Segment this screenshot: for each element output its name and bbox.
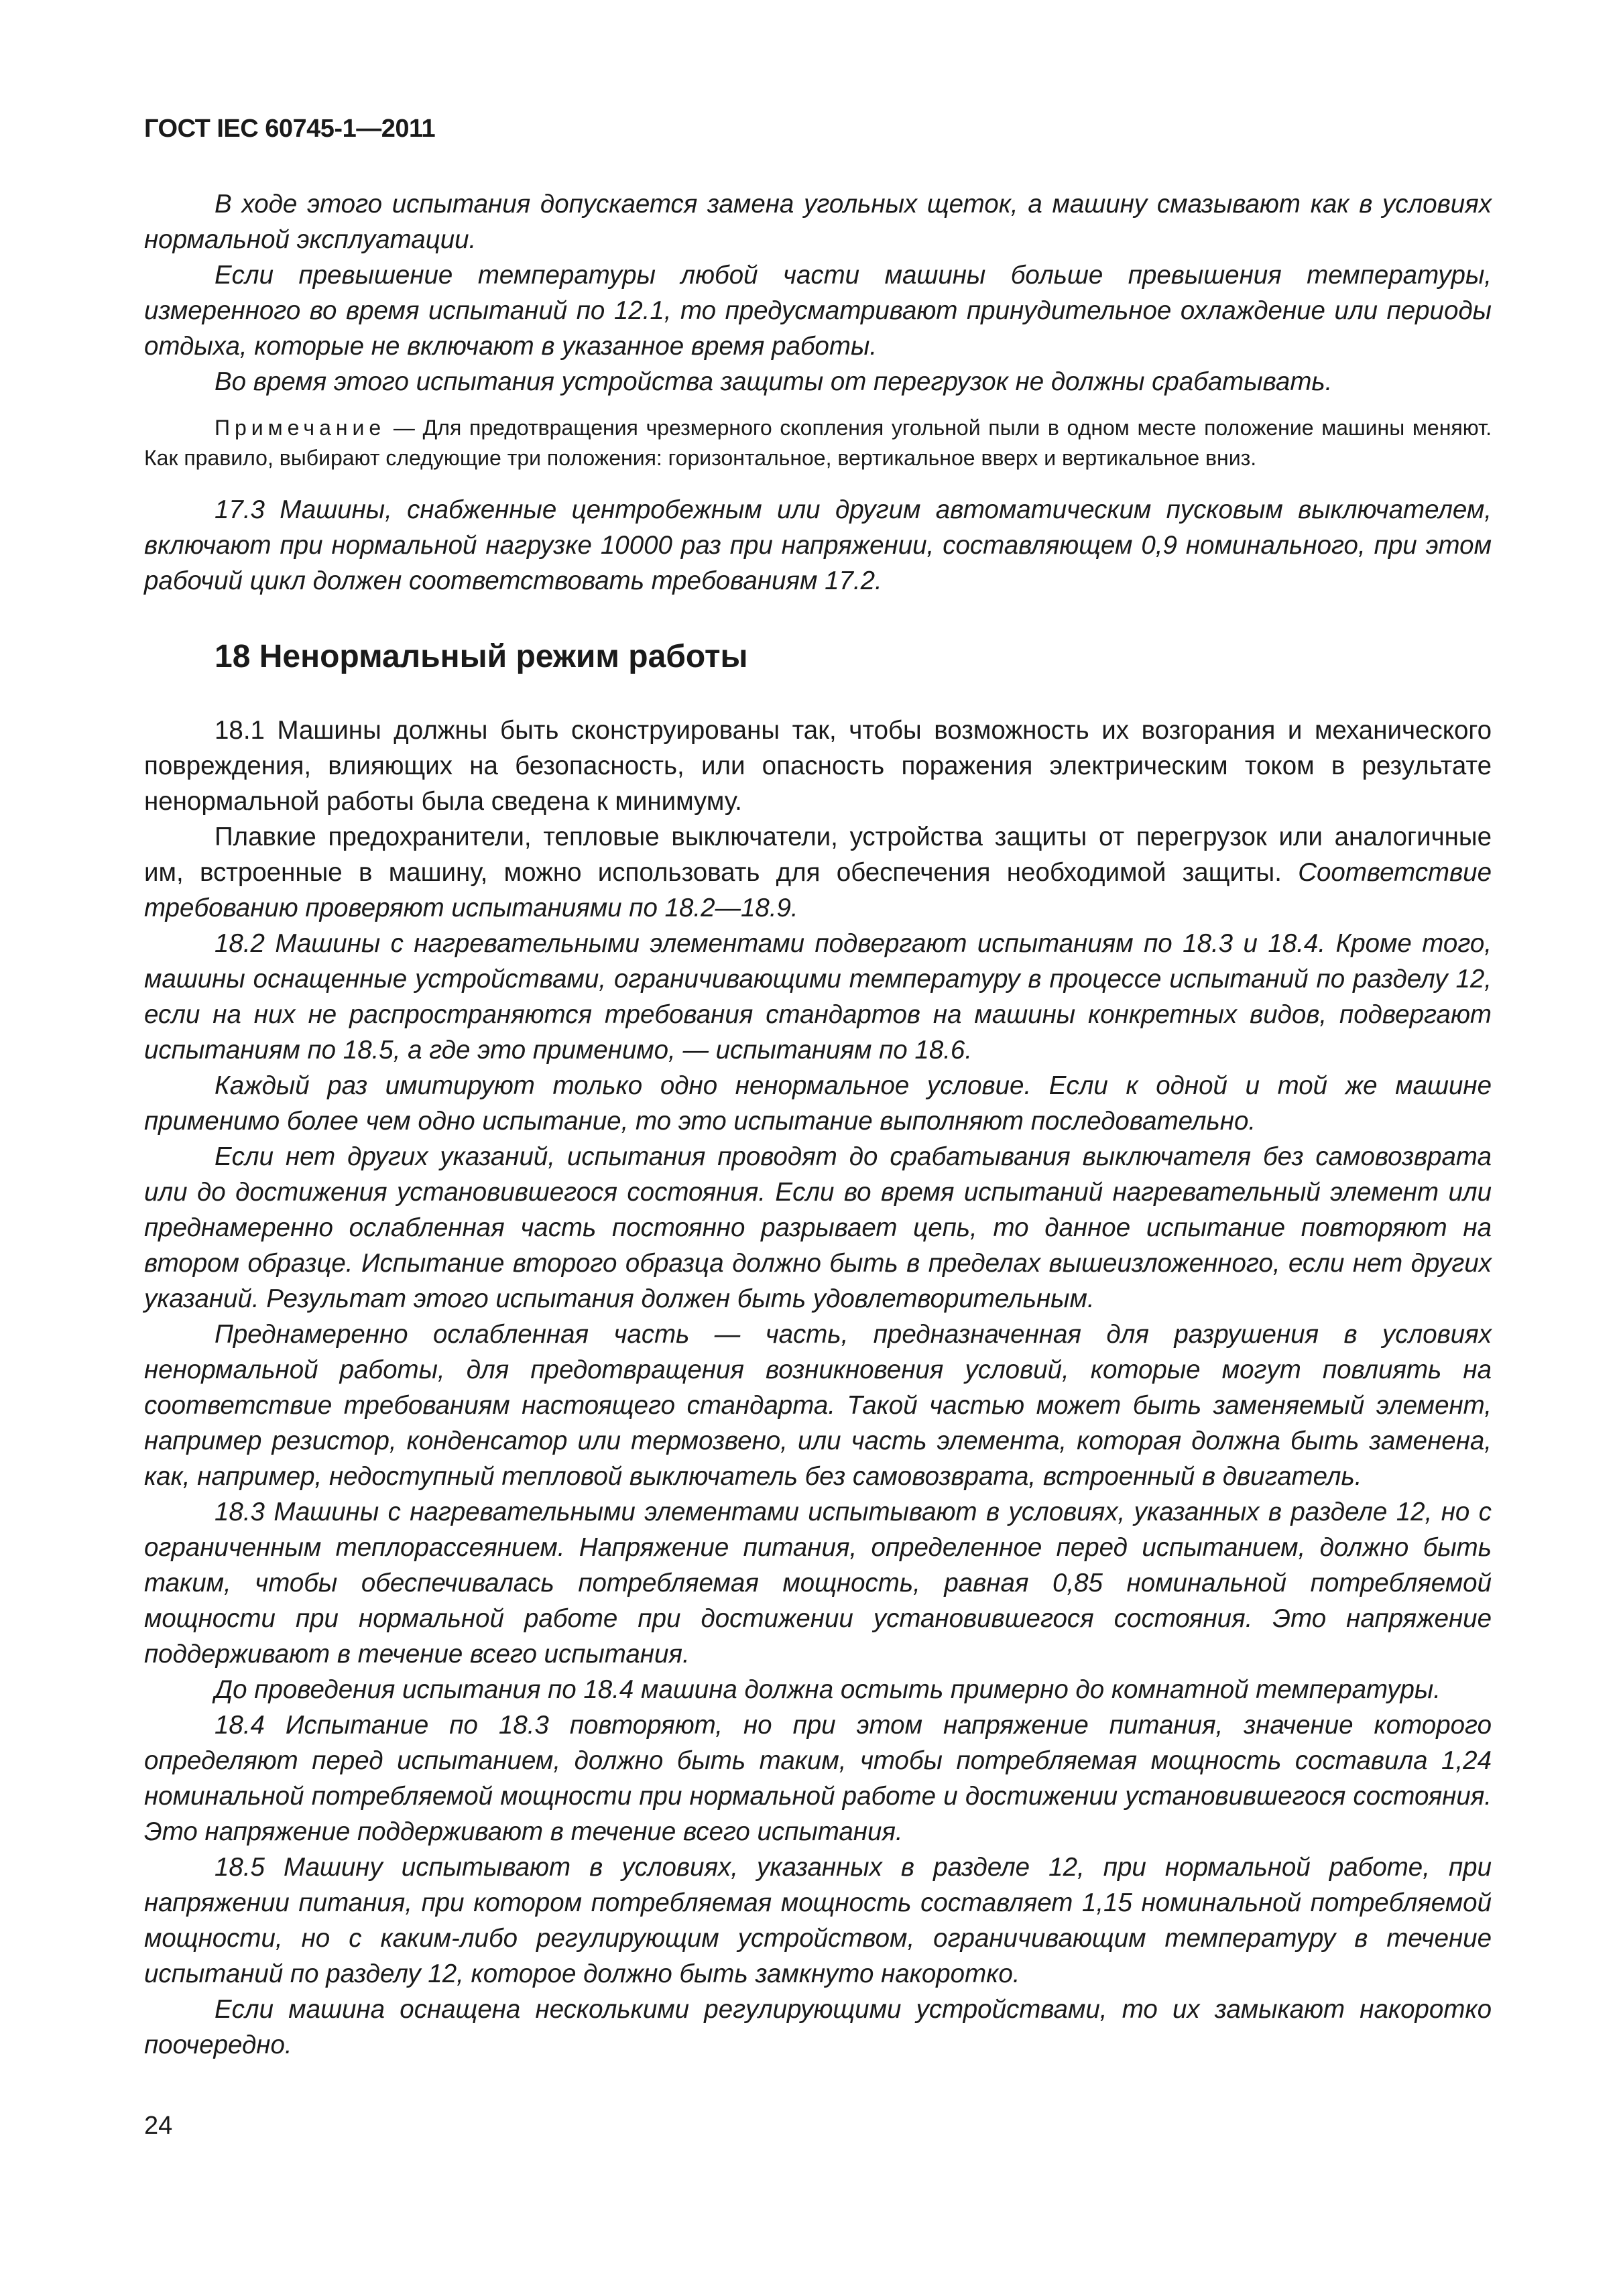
paragraph: До проведения испытания по 18.4 машина должна остыть примерно до комнатной температуры. [215,1675,1441,1705]
paragraph: Если машина оснащена несколькими регулирующими устройствами, то их замыкают накоротко поочередно. [144,1995,1492,2060]
clause-17-3-block [144,492,1492,599]
paragraph: Если нет других указаний, испытания проводят до срабатывания выключателя без самовозврата или до достижения установившегося состояния. Если во время испытаний нагревательный элемент или преднамеренно ослабленная часть постоянно разрывает цепь, то данное испытание повторяют на втором образце. Испытание второго образца должно быть в пределах вышеизложенного, если нет других указаний. Результат этого испытания должен быть удовлетворительным. [144,1142,1492,1314]
paragraph: Во время этого испытания устройства защиты от перегрузок не должны срабатывать. [215,367,1333,396]
top-paragraphs [144,186,1492,400]
note-block [144,413,1492,473]
paragraph: Преднамеренно ослабленная часть — часть, предназначенная для разрушения в условиях ненормальной работы, для предотвращения возникновения условий, которые могут повлиять на соответствие требованиям настоящего стандарта. Такой частью может быть заменяемый элемент, например резистор, конденсатор или термозвено, или часть элемента, которая должна быть заменена, как, например, недоступный тепловой выключатель без самовозврата, встроенный в двигатель. [144,1320,1492,1492]
note-dash: — [385,415,423,440]
paragraph: Каждый раз имитируют только одно ненормальное условие. Если к одной и той же машине применимо более чем одно испытание, то это испытание выполняют последовательно. [144,1071,1492,1136]
page-number: 24 [144,2112,173,2140]
paragraph: 18.1 Машины должны быть сконструированы так, чтобы возможность их возгорания и механического повреждения, влияющих на безопасность, или опасность поражения электрическим током в результате ненормальной работы была сведена к минимуму. [144,716,1492,817]
paragraph-regular: Плавкие предохранители, тепловые выключатели, устройства защиты от перегрузок или аналогичные им, встроенные в машину, можно использовать для обеспечения необходимой защиты. [144,823,1492,888]
note-label: Примечание [215,415,386,440]
paragraph: 18.5 Машину испытывают в условиях, указанных в разделе 12, при нормальной работе, при напряжении питания, при котором потребляемая мощность составляет 1,15 номинальной потребляемой мощности, но с каким-либо регулирующим устройством, ограничивающим температуру в течение испытаний по разделу 12, которое должно быть замкнуто накоротко. [144,1853,1492,1989]
document-header: ГОСТ IEC 60745-1—2011 [144,115,436,143]
paragraph: Если превышение температуры любой части машины больше превышения температуры, измеренного во время испытаний по 12.1, то предусматривают принудительное охлаждение или периоды отдыха, которые не включают в указанное время работы. [144,260,1492,361]
paragraph: 18.2 Машины с нагревательными элементами подвергают испытаниям по 18.3 и 18.4. Кроме того, машины оснащенные устройствами, ограничивающими температуру в процессе испытаний по разделу 12, если на них не распространяются требования стандартов на машины конкретных видов, подвергают испытаниям по 18.5, а где это применимо, — испытаниям по 18.6. [144,929,1492,1065]
section-18-body [144,713,1492,2063]
paragraph [144,819,1492,926]
paragraph: 18.3 Машины с нагревательными элементами испытывают в условиях, указанных в разделе 12, но с ограниченным теплорассеянием. Напряжение питания, определенное перед испытанием, должно быть таким, чтобы обеспечивалась потребляемая мощность, равная 0,85 номинальной потребляемой мощности при нормальной работе при достижении установившегося состояния. Это напряжение поддерживают в течение всего испытания. [144,1498,1492,1669]
paragraph: В ходе этого испытания допускается замена угольных щеток, а машину смазывают как в условиях нормальной эксплуатации. [144,189,1492,254]
paragraph-italic: Соответствие требованию проверяют испытаниями по 18.2—18.9. [144,858,1492,923]
document-page [144,114,1492,2063]
note-text: Для предотвращения чрезмерного скопления угольной пыли в одном месте положение машины меняют. Как правило, выбирают следующие три положения: горизонтальное, вертикальное вверх и вертикальное вниз. [144,415,1492,470]
clause-17-3: 17.3 Машины, снабженные центробежным или другим автоматическим пусковым выключателем, включают при нормальной нагрузке 10000 раз при напряжении, составляющем 0,9 номинального, при этом рабочий цикл должен соответствовать требованиям 17.2. [144,495,1492,595]
section-title: 18 Ненормальный режим работы [215,638,748,674]
paragraph: 18.4 Испытание по 18.3 повторяют, но при этом напряжение питания, значение которого определяют перед испытанием, должно быть таким, чтобы потребляемая мощность составила 1,24 номинальной потребляемой мощности при нормальной работе и достижении установившегося состояния. Это напряжение поддерживают в течение всего испытания. [144,1711,1492,1847]
